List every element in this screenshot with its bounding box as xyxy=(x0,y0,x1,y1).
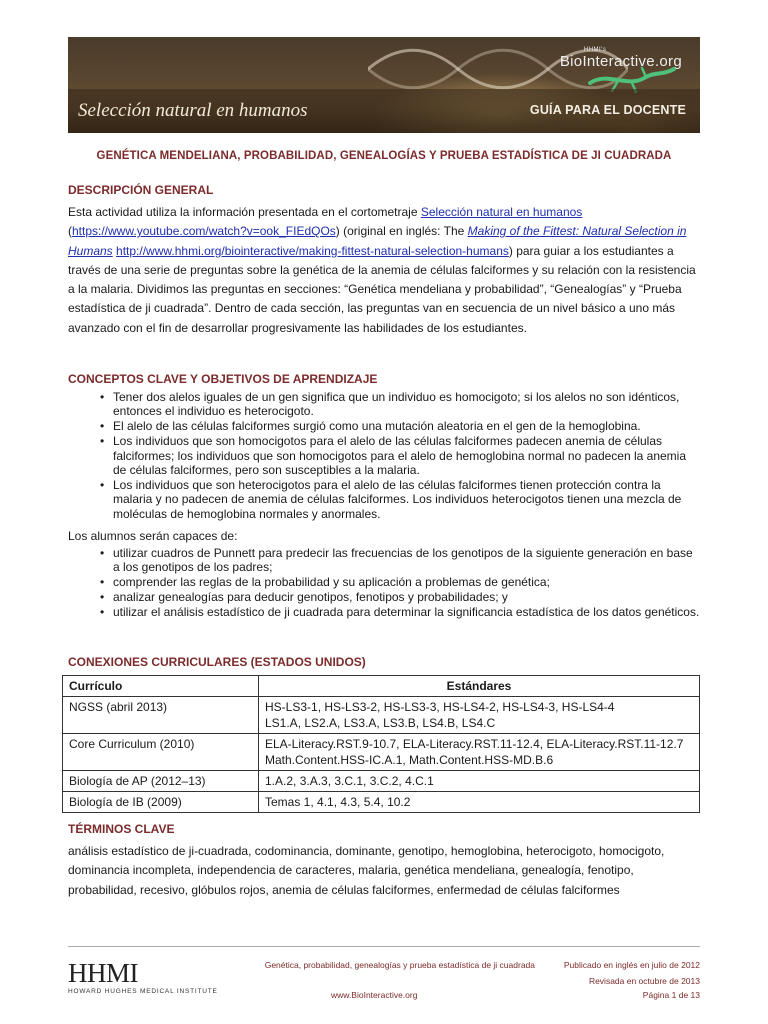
list-item xyxy=(68,546,700,575)
key-terms-heading: TÉRMINOS CLAVE xyxy=(68,822,175,836)
overview-paragraph xyxy=(68,203,700,338)
overview-text-5: ) para guiar a los estudiantes a través de una serie de preguntas sobre la genética de la anemia de células falciformes y su relación con la resistencia a la malaria. Dividimos las preguntas en secciones: “Genética mendeliana y probabilidad”, “Genealogías” y “Prueba estadística de ji cuadrada”. Dentro de cada sección, las preguntas van en secuencia de un nivel básico a uno más avanzado con el fin de desarrollar progresivamente las habilidades de los estudiantes. xyxy=(68,243,696,335)
concepts-heading: CONCEPTOS CLAVE Y OBJETIVOS DE APRENDIZAJE xyxy=(68,372,378,386)
table-header-row xyxy=(63,676,700,697)
standards-line: LS1.A, LS2.A, LS3.A, LS3.B, LS4.B, LS4.C xyxy=(265,716,496,730)
standards-cell: Temas 1, 4.1, 4.3, 5.4, 10.2 xyxy=(259,792,700,813)
standards-cell: 1.A.2, 3.A.3, 3.C.1, 3.C.2, 4.C.1 xyxy=(259,771,700,792)
bullet-icon: • xyxy=(100,434,105,449)
bullet-icon: • xyxy=(100,419,105,434)
logo-main-text: BioInteractive.org xyxy=(559,53,682,70)
bullet-icon: • xyxy=(100,605,105,620)
list-item xyxy=(68,575,700,589)
youtube-link[interactable]: https://www.youtube.com/watch?v=ook_FIEdQOs xyxy=(72,224,336,239)
curriculum-heading: CONEXIONES CURRICULARES (ESTADOS UNIDOS) xyxy=(68,655,366,669)
curriculum-name: Core Curriculum (2010) xyxy=(63,734,259,771)
hhmi-link[interactable]: http://www.hhmi.org/biointeractive/making-fittest-natural-selection-humans xyxy=(116,243,509,258)
list-item-text: Tener dos alelos iguales de un gen significa que un individuo es homocigoto; si los alelos no son idénticos, entonces el individuo es heterocigoto. xyxy=(113,390,680,419)
list-item-text: utilizar el análisis estadístico de ji cuadrada para determinar la significancia estadística de los datos genéticos. xyxy=(113,605,700,620)
concepts-list xyxy=(68,390,700,522)
list-item-text: Los individuos que son heterocigotos para el alelo de las células falciformes tienen protección contra la malaria y no padecen de anemia de células falciformes. Los individuos heterocigotos tienen una mezcla de moléculas de hemoglobina normales y anormales. xyxy=(113,477,682,521)
abilities-intro: Los alumnos serán capaces de: xyxy=(68,529,238,543)
document-title: GENÉTICA MENDELIANA, PROBABILIDAD, GENEALOGÍAS Y PRUEBA ESTADÍSTICA DE JI CUADRADA xyxy=(96,150,672,162)
table-row xyxy=(63,771,700,792)
list-item-text: utilizar cuadros de Punnett para predecir las frecuencias de los genotipos de la siguiente generación en base a los genotipos de los padres; xyxy=(113,546,693,575)
hhmi-logo-subtitle: HOWARD HUGHES MEDICAL INSTITUTE xyxy=(68,988,218,995)
table-row xyxy=(63,734,700,771)
footer-url-link[interactable]: www.BioInteractive.org xyxy=(331,990,418,1000)
list-item-text: analizar genealogías para deducir genotipos, fenotipos y probabilidades; y xyxy=(113,590,508,605)
list-item xyxy=(68,434,700,477)
list-item-text: Los individuos que son homocigotos para el alelo de las células falciformes padecen anemia de células falciformes; los individuos que son homocigotos para el alelo de hemoglobina normal no padecen la anemia de células falciformes, pero son susceptibles a la malaria. xyxy=(113,434,687,478)
film-title-link[interactable]: Selección natural en humanos xyxy=(420,205,583,219)
list-item xyxy=(68,605,700,619)
overview-text-1: Esta actividad utiliza la información presentada en el cortometraje xyxy=(68,205,421,219)
curriculum-name: Biología de IB (2009) xyxy=(63,792,259,813)
standards-line: Math.Content.HSS-IC.A.1, Math.Content.HSS-MD.B.6 xyxy=(265,753,554,767)
footer-divider xyxy=(68,946,700,947)
column-header-curriculum: Currículo xyxy=(63,676,259,697)
table-row xyxy=(63,792,700,813)
list-item-text: comprender las reglas de la probabilidad y su aplicación a problemas de genética; xyxy=(113,575,550,590)
abilities-list xyxy=(68,546,700,620)
footer-revised: Revisada en octubre de 2013 xyxy=(588,976,700,986)
list-item xyxy=(68,590,700,604)
overview-text-2: ( xyxy=(68,224,72,239)
hhmi-logo: HHMI xyxy=(68,958,138,988)
curriculum-table xyxy=(62,675,700,813)
header-banner xyxy=(68,37,700,133)
list-item xyxy=(68,390,700,419)
footer-page-number: Página 1 de 13 xyxy=(642,990,700,1000)
film-title: Selección natural en humanos xyxy=(78,100,308,121)
bullet-icon: • xyxy=(100,575,105,590)
bullet-icon: • xyxy=(100,590,105,605)
overview-text-3: ) (original en inglés: The xyxy=(335,224,468,239)
bullet-icon: • xyxy=(100,477,105,492)
standards-line: ELA-Literacy.RST.9-10.7, ELA-Literacy.RST.11-12.4, ELA-Literacy.RST.11-12.7 xyxy=(265,737,684,751)
curriculum-name: Biología de AP (2012–13) xyxy=(63,771,259,792)
bullet-icon: • xyxy=(100,546,105,560)
curriculum-name: NGSS (abril 2013) xyxy=(63,697,259,734)
standards-cell xyxy=(259,734,700,771)
key-terms-text: análisis estadístico de ji-cuadrada, codominancia, dominante, genotipo, hemoglobina, heterocigoto, homocigoto, dominancia incompleta, independencia de caracteres, malaria, genética mendeliana, genealogía, fenotipo, probabilidad, recesivo, glóbulos rojos, anemia de células falciformes, enfermedad de células falciformes xyxy=(68,844,665,897)
standards-line: HS-LS3-1, HS-LS3-2, HS-LS3-3, HS-LS4-2, HS-LS4-3, HS-LS4-4 xyxy=(265,700,615,714)
column-header-standards: Estándares xyxy=(259,676,700,697)
list-item xyxy=(68,478,700,521)
footer-doc-title: Genética, probabilidad, genealogías y prueba estadística de ji cuadrada xyxy=(264,960,535,970)
standards-cell xyxy=(259,697,700,734)
bullet-icon: • xyxy=(100,390,105,404)
table-row xyxy=(63,697,700,734)
footer-published: Publicado en inglés en julio de 2012 xyxy=(563,960,700,970)
guide-label: GUÍA PARA EL DOCENTE xyxy=(529,103,686,117)
list-item xyxy=(68,419,700,433)
list-item-text: El alelo de las células falciformes surgió como una mutación aleatoria en el gen de la hemoglobina. xyxy=(113,419,641,434)
logo-small-text: HHMI's xyxy=(583,47,607,53)
overview-heading: DESCRIPCIÓN GENERAL xyxy=(68,183,214,197)
english-title-link[interactable]: Making of the Fittest: Natural Selection in Humans xyxy=(68,224,687,258)
